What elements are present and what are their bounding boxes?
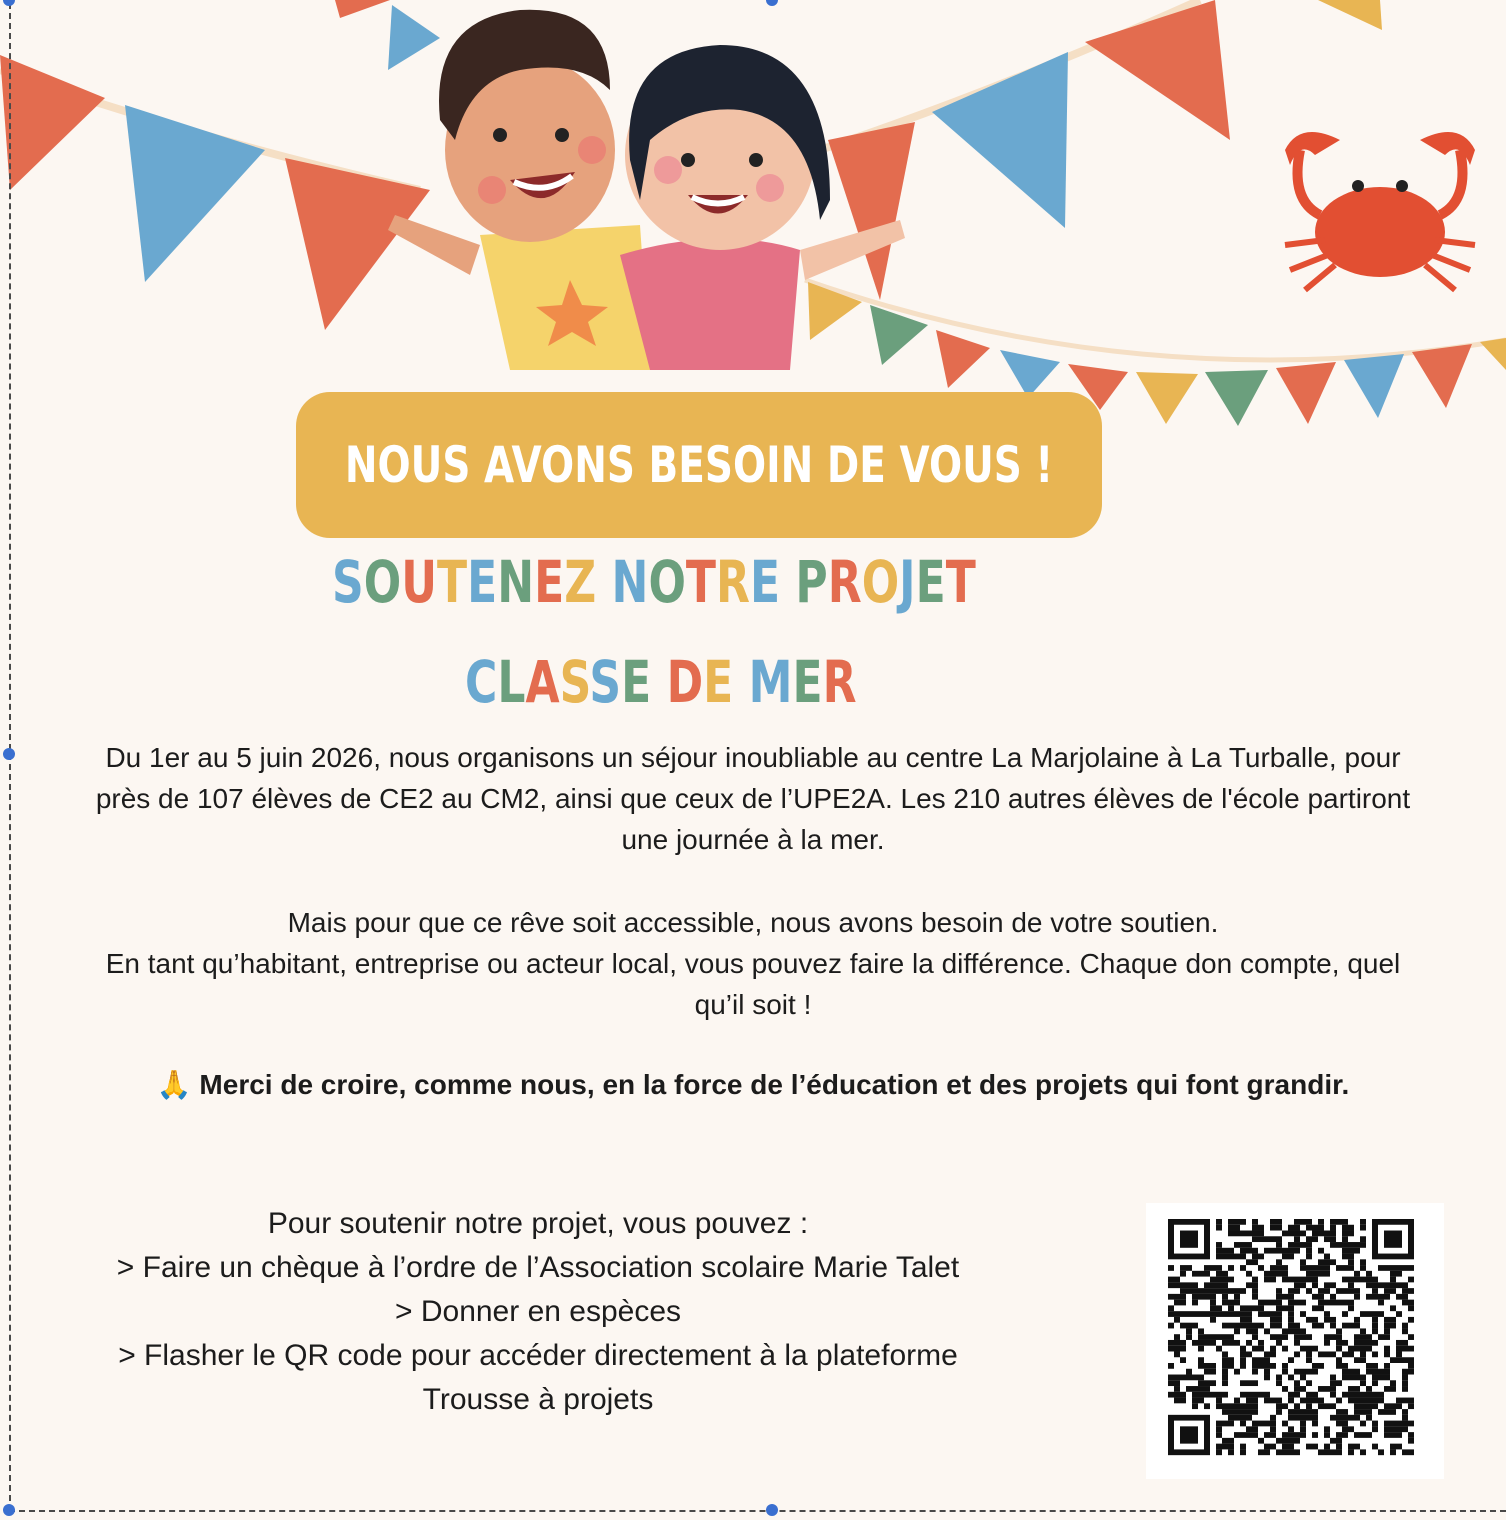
praying-hands-icon: 🙏 xyxy=(156,1069,192,1100)
selection-border-bottom xyxy=(9,1510,1506,1512)
title-letter: O xyxy=(648,548,686,616)
intro-line: près de 107 élèves de CE2 au CM2, ainsi que ceux de l’UPE2A. Les 210 autres élèves de l'école partiront xyxy=(95,783,1411,814)
banner-label: NOUS AVONS BESOIN DE VOUS ! xyxy=(344,436,1054,494)
title-letter: S xyxy=(559,648,590,716)
bunting-flag xyxy=(828,122,915,300)
title-letter xyxy=(733,648,748,716)
bunting-flag xyxy=(1344,354,1404,418)
qr-code[interactable] xyxy=(1146,1203,1444,1479)
title-letter: N xyxy=(497,548,535,616)
bunting-flag xyxy=(1000,350,1060,398)
bunting-flag xyxy=(932,52,1068,228)
title-classe-de-mer xyxy=(465,648,857,716)
appeal-line: Mais pour que ce rêve soit accessible, nous avons besoin de votre soutien. xyxy=(287,907,1219,938)
title-letter: E xyxy=(534,548,565,616)
bunting-flag xyxy=(936,330,990,388)
title-support-project xyxy=(332,548,976,616)
support-option-qr: > Flasher le QR code pour accéder directement à la plateforme xyxy=(118,1339,958,1372)
bunting-flag xyxy=(1318,0,1382,30)
title-letter: R xyxy=(716,548,750,616)
support-intro: Pour soutenir notre projet, vous pouvez : xyxy=(267,1207,809,1240)
bunting-flag xyxy=(1480,338,1506,370)
title-letter: E xyxy=(792,648,823,716)
title-letter: L xyxy=(497,648,526,716)
title-letter: U xyxy=(401,548,438,616)
bunting-flag xyxy=(388,5,440,70)
resize-handle[interactable] xyxy=(766,1504,778,1516)
need-you-banner xyxy=(296,392,1102,538)
bunting-flag xyxy=(335,0,390,18)
title-letter: R xyxy=(822,648,857,716)
bunting-flag xyxy=(125,105,265,282)
support-option-cheque: > Faire un chèque à l’ordre de l’Association scolaire Marie Talet xyxy=(116,1251,960,1284)
appeal-paragraph xyxy=(14,902,1492,1025)
support-option-cash: > Donner en espèces xyxy=(394,1295,682,1328)
appeal-line: qu’il soit ! xyxy=(694,989,812,1020)
bunting-flag xyxy=(1276,362,1336,424)
title-letter xyxy=(596,548,611,616)
support-options xyxy=(40,1202,1036,1422)
title-letter: T xyxy=(437,548,468,616)
title-letter: S xyxy=(589,648,622,716)
bunting-flags xyxy=(0,0,1506,740)
intro-line: Du 1er au 5 juin 2026, nous organisons un séjour inoubliable au centre La Marjolaine à La Turballe, pour xyxy=(105,742,1401,773)
title-letter: N xyxy=(611,548,649,616)
title-letter: R xyxy=(827,548,862,616)
title-letter xyxy=(651,648,666,716)
support-option-qr-platform: Trousse à projets xyxy=(422,1383,654,1416)
thanks-text: Merci de croire, comme nous, en la force de l’éducation et des projets qui font grandir. xyxy=(199,1069,1350,1100)
title-letter: M xyxy=(748,648,793,716)
bunting-flag xyxy=(1412,344,1472,408)
bunting-flag xyxy=(1085,0,1230,140)
title-letter: E xyxy=(915,548,946,616)
bunting-flag xyxy=(1205,370,1268,426)
title-letter: E xyxy=(467,548,498,616)
title-letter: P xyxy=(795,548,828,616)
title-letter: A xyxy=(525,648,560,716)
bunting-flag xyxy=(1136,372,1198,424)
title-letter: T xyxy=(945,548,976,616)
title-letter: O xyxy=(363,548,402,616)
title-letter xyxy=(780,548,795,616)
intro-line: une journée à la mer. xyxy=(621,824,885,855)
title-letter: J xyxy=(899,548,916,616)
title-letter: S xyxy=(332,548,364,616)
qr-code-pattern xyxy=(1146,1203,1444,1479)
title-letter: E xyxy=(703,648,734,716)
title-letter: E xyxy=(749,548,781,616)
intro-paragraph xyxy=(14,737,1492,860)
crab-illustration xyxy=(1285,132,1475,290)
title-letter: Z xyxy=(564,548,597,616)
resize-handle[interactable] xyxy=(3,1504,15,1516)
title-letter: D xyxy=(666,648,704,716)
title-letter: E xyxy=(621,648,652,716)
title-letter: T xyxy=(685,548,717,616)
title-letter: C xyxy=(465,648,498,716)
thanks-paragraph xyxy=(14,1064,1492,1105)
bunting-flag xyxy=(0,55,105,190)
appeal-line: En tant qu’habitant, entreprise ou acteur local, vous pouvez faire la différence. Chaque don compte, quel xyxy=(105,948,1401,979)
resize-handle[interactable] xyxy=(3,748,15,760)
title-letter: O xyxy=(861,548,900,616)
